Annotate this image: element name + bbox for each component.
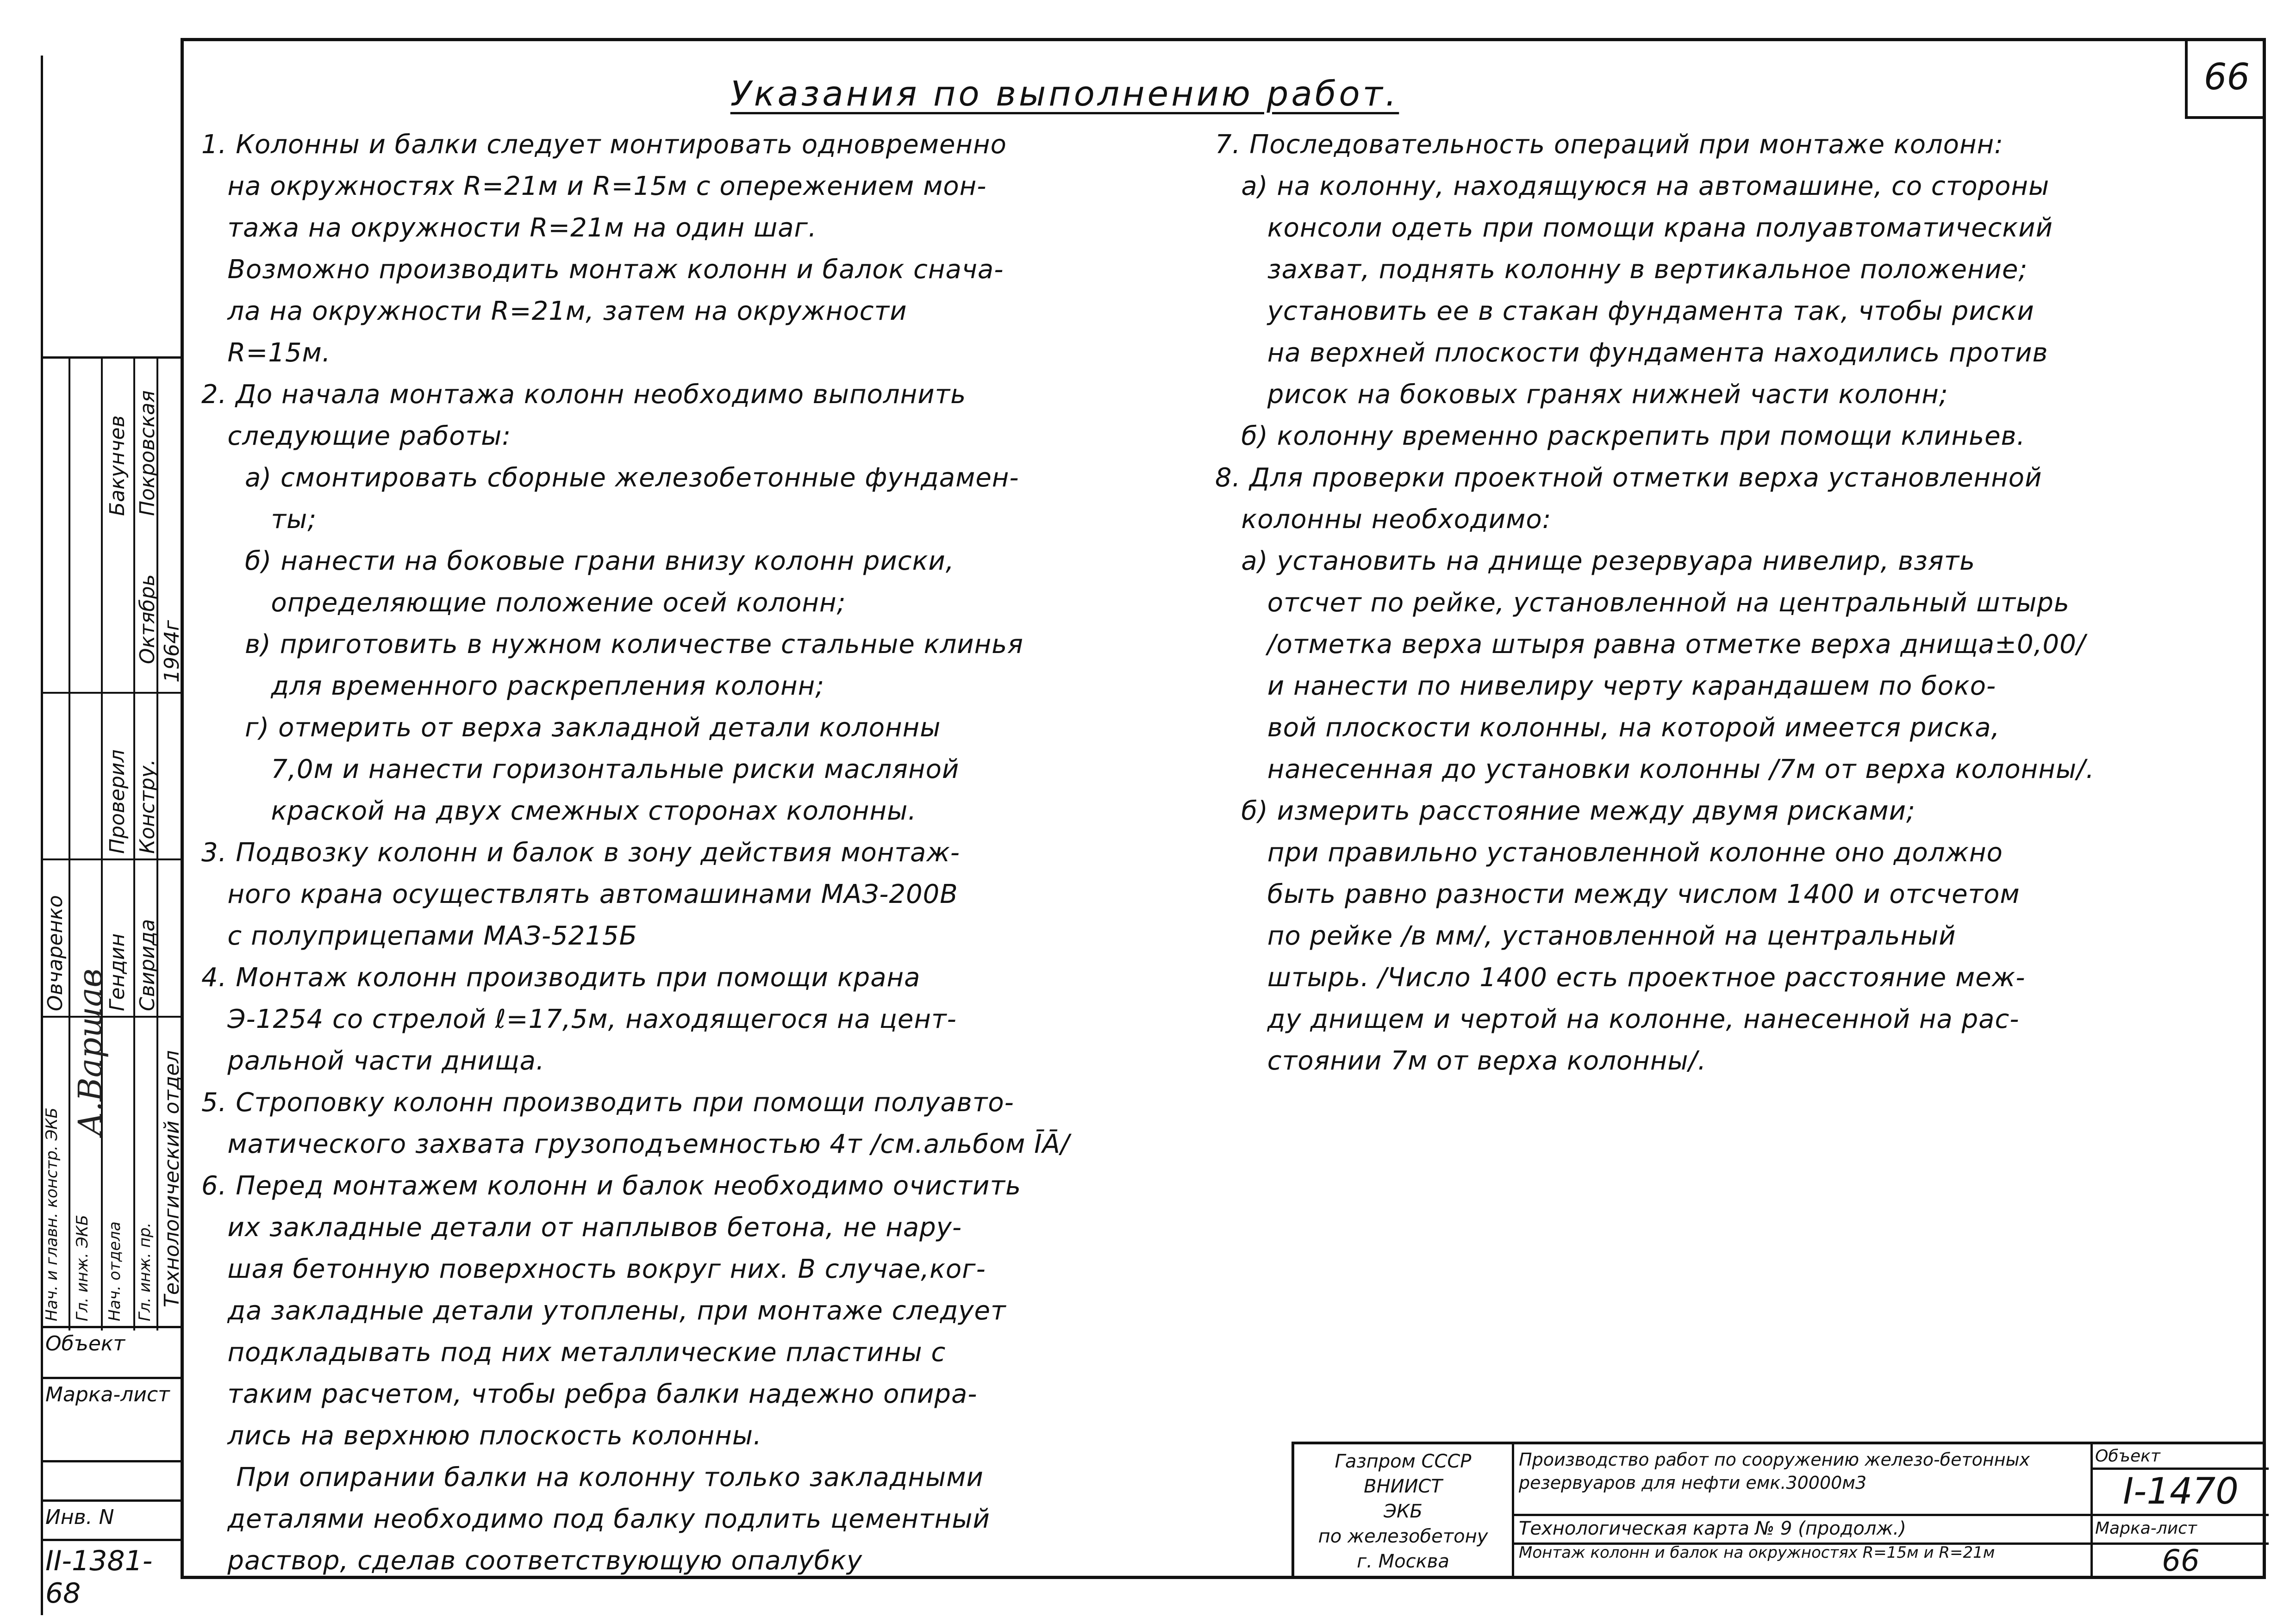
instruction-line: быть равно разности между числом 1400 и отсчетом: [1215, 879, 2020, 909]
instruction-line: определяющие положение осей колонн;: [201, 588, 846, 618]
instruction-line: 7. Последовательность операций при монтаже колонн:: [1215, 130, 2004, 160]
org-line: ВНИИСТ: [1364, 1476, 1442, 1497]
strip-divider: [69, 359, 70, 1331]
inv-label: Инв. N: [45, 1505, 114, 1529]
instruction-line: 6. Перед монтажем колонн и балок необходимо очистить: [201, 1171, 1022, 1201]
name-svirida: Свирида: [136, 919, 159, 1011]
instruction-line: для временного раскрепления колонн;: [201, 671, 825, 701]
instruction-line: колонны необходимо:: [1215, 504, 1552, 535]
instruction-line: нанесенная до установки колонны /7м от верха колонны/.: [1215, 754, 2095, 784]
instruction-line: захват, поднять колонну в вертикальное положение;: [1215, 255, 2028, 285]
strip-divider: [133, 359, 135, 1331]
signature: А.Варшав: [71, 968, 109, 1136]
instruction-line: При опирании балки на колонну только закладными: [201, 1462, 984, 1492]
instruction-line: на окружностях R=21м и R=15м с опережением мон-: [201, 171, 987, 201]
instruction-line: деталями необходимо под балку подлить цементный: [201, 1504, 990, 1534]
instruction-line: их закладные детали от наплывов бетона, не нару-: [201, 1213, 962, 1243]
instruction-line: установить ее в стакан фундамента так, чтобы риски: [1215, 296, 2034, 326]
org-line: по железобетону: [1318, 1526, 1488, 1547]
instruction-line: R=15м.: [201, 338, 331, 368]
instruction-line: лись на верхнюю плоскость колонны.: [201, 1421, 762, 1451]
instruction-line: Возможно производить монтаж колонн и балок снача-: [201, 255, 1004, 285]
instruction-line: а) установить на днище резервуара нивелир, взять: [1215, 546, 1976, 576]
instruction-line: б) нанести на боковые грани внизу колонн риски,: [201, 546, 955, 576]
organization: [1299, 1449, 1507, 1576]
inv-value: II-1381-68: [45, 1545, 153, 1610]
role-designer: Констру.: [136, 759, 159, 854]
name-gendin: Гендин: [106, 933, 129, 1011]
mark-value: 66: [2162, 1544, 2200, 1578]
title-block: [1292, 1442, 2266, 1579]
instruction-line: ральной части днища.: [201, 1046, 545, 1076]
instruction-line: краской на двух смежных сторонах колонны.: [201, 796, 917, 826]
instruction-line: рисок на боковых гранях нижней части колонн;: [1215, 379, 1948, 410]
instruction-line: раствор, сделав соответствующую опалубку: [201, 1546, 863, 1576]
instruction-line: тажа на окружности R=21м на один шаг.: [201, 213, 817, 243]
instruction-line: в) приготовить в нужном количестве стальные клинья: [201, 629, 1023, 659]
role-engineer: Гл. инж. ЭКБ: [73, 1214, 92, 1321]
card-subtitle: Монтаж колонн и балок на окружностях R=15м и R=21м: [1519, 1544, 1995, 1562]
instruction-line: а) смонтировать сборные железобетонные фундамен-: [201, 463, 1019, 493]
instruction-line: штырь. /Число 1400 есть проектное расстояние меж-: [1215, 963, 2026, 993]
instruction-line: ла на окружности R=21м, затем на окружности: [201, 296, 907, 326]
instruction-line: стоянии 7м от верха колонны/.: [1215, 1046, 1707, 1076]
instruction-line: Э-1254 со стрелой ℓ=17,5м, находящегося на цент-: [201, 1004, 957, 1034]
instructions-right-column: [1215, 124, 2257, 1082]
name-ovcharenko: Овчаренко: [44, 895, 67, 1011]
instruction-line: 8. Для проверки проектной отметки верха установленной: [1215, 463, 2042, 493]
instruction-line: 1. Колонны и балки следует монтировать одновременно: [201, 130, 1007, 160]
approval-strip: [41, 356, 184, 1328]
tb-divider: [2090, 1468, 2269, 1470]
instruction-line: и нанести по нивелиру черту карандашем по боко-: [1215, 671, 1997, 701]
page-number: 66: [2185, 38, 2266, 119]
instruction-line: вой плоскости колонны, на которой имеется риска,: [1215, 713, 2000, 743]
instruction-line: 7,0м и нанести горизонтальные риски масляной: [201, 754, 960, 784]
instruction-line: следующие работы:: [201, 421, 512, 451]
instruction-line: б) колонну временно раскрепить при помощи клиньев.: [1215, 421, 2026, 451]
instruction-line: матического захвата грузоподъемностью 4т /см.альбом ĪĀ/: [201, 1129, 1070, 1159]
instruction-line: 5. Строповку колонн производить при помощи полуавто-: [201, 1088, 1014, 1118]
inv-value-cell: [41, 1541, 181, 1610]
mark-cell: [41, 1379, 181, 1462]
instruction-line: 3. Подвозку колонн и балок в зону действия монтаж-: [201, 838, 960, 868]
role-chief-proj: Гл. инж. пр.: [136, 1222, 154, 1321]
instruction-line: отсчет по рейке, установленной на центральный штырь: [1215, 588, 2070, 618]
instruction-line: 4. Монтаж колонн производить при помощи крана: [201, 963, 921, 993]
role-chief-engineer: Нач. и главн. констр. ЭКБ: [43, 1107, 61, 1321]
instruction-line: б) измерить расстояние между двумя рисками;: [1215, 796, 1915, 826]
instruction-line: г) отмерить от верха закладной детали колонны: [201, 713, 941, 743]
instruction-line: консоли одеть при помощи крана полуавтоматический: [1215, 213, 2053, 243]
strip-divider: [41, 1016, 181, 1018]
instruction-line: да закладные детали утоплены, при монтаже следует: [201, 1296, 1006, 1326]
org-line: ЭКБ: [1384, 1501, 1423, 1522]
mark-label-tb: Марка-лист: [2095, 1519, 2197, 1538]
instruction-line: шая бетонную поверхность вокруг них. В случае,ког-: [201, 1254, 986, 1284]
object-value: I-1470: [2123, 1471, 2239, 1512]
tb-divider: [1512, 1444, 1514, 1579]
object-label: Объект: [45, 1332, 125, 1356]
strip-divider: [41, 858, 181, 860]
instruction-line: а) на колонну, находящуюся на автомашине, со стороны: [1215, 171, 2050, 201]
name-pokrovskaya: Покровская: [136, 390, 159, 516]
instruction-line: 2. До начала монтажа колонн необходимо выполнить: [201, 379, 967, 410]
project-title: Производство работ по сооружению железо-бетонных резервуаров для нефти емк.30000м3: [1519, 1449, 2030, 1493]
page-title: Указания по выполнению работ.: [730, 74, 1399, 114]
instruction-line: /отметка верха штыря равна отметке верха днища±0,00/: [1215, 629, 2086, 659]
instruction-line: ду днищем и чертой на колонне, нанесенной на рас-: [1215, 1004, 2020, 1034]
instruction-line: с полуприцепами МАЗ-5215Б: [201, 921, 637, 951]
strip-divider: [101, 359, 103, 1331]
year: 1964г: [160, 620, 184, 683]
mark-label: Марка-лист: [45, 1383, 170, 1406]
role-dept-head: Нач. отдела: [106, 1221, 124, 1321]
tb-divider: [2090, 1444, 2093, 1579]
strip-divider: [41, 692, 181, 694]
date-label: Октябрь: [136, 574, 159, 664]
card-title: Технологическая карта № 9 (продолж.): [1519, 1518, 1906, 1539]
object-label-tb: Объект: [2095, 1447, 2160, 1466]
inv-cell: [41, 1499, 181, 1541]
instruction-line: подкладывать под них металлические пластины с: [201, 1337, 946, 1368]
department: Технологический отдел: [160, 1050, 184, 1307]
name-bakunchev: Бакунчев: [106, 415, 129, 516]
org-line: г. Москва: [1357, 1551, 1449, 1572]
object-cell: [41, 1328, 181, 1379]
instruction-line: ного крана осуществлять автомашинами МАЗ-200В: [201, 879, 958, 909]
role-checked: Проверил: [106, 749, 129, 854]
instruction-line: на верхней плоскости фундамента находились против: [1215, 338, 2048, 368]
instruction-line: по рейке /в мм/, установленной на центральный: [1215, 921, 1956, 951]
org-line: Газпром СССР: [1335, 1451, 1472, 1472]
instruction-line: ты;: [201, 504, 317, 535]
instruction-line: таким расчетом, чтобы ребра балки надежно опира-: [201, 1379, 978, 1409]
instruction-line: при правильно установленной колонне оно должно: [1215, 838, 2003, 868]
instructions-left-column: [201, 124, 1197, 1582]
